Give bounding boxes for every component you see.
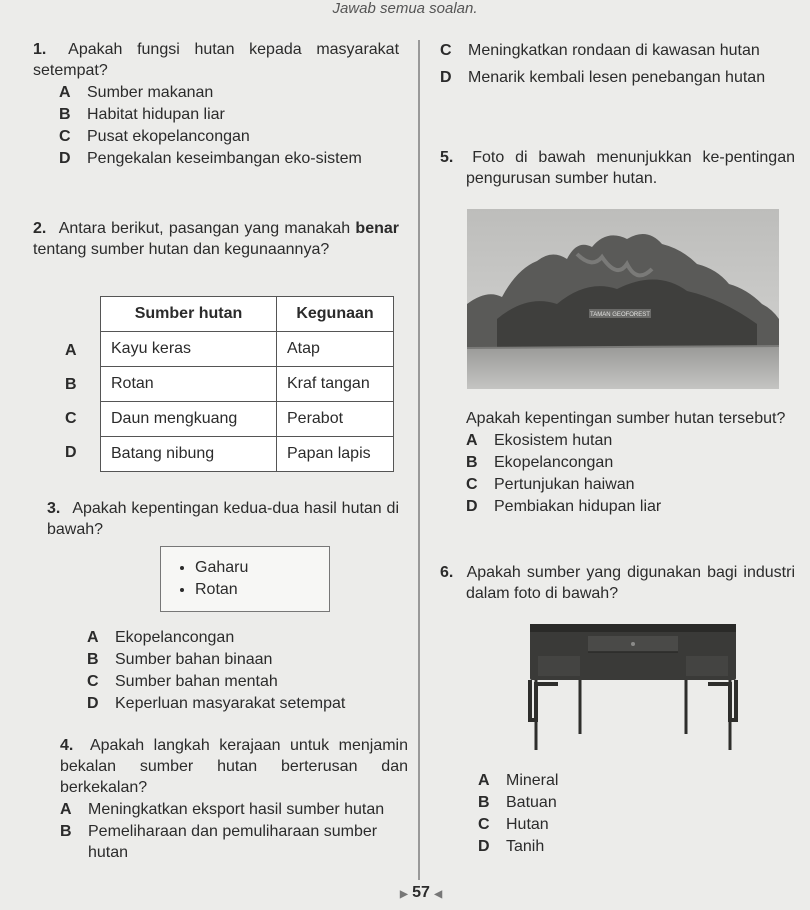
row-label-b[interactable]: B xyxy=(65,376,77,393)
option-a[interactable]: A Meningkatkan eksport hasil sumber hutan xyxy=(60,801,385,818)
option-a[interactable]: A Ekopelancongan xyxy=(87,629,235,646)
resource-table xyxy=(100,296,394,472)
question-6: 6. Apakah sumber yang digunakan bagi industri dalam foto di bawah? xyxy=(440,564,796,602)
table-header: Sumber hutan xyxy=(101,297,277,332)
item-box xyxy=(160,546,330,612)
photo-sign-text: TAMAN GEOFOREST xyxy=(590,312,650,318)
option-c[interactable]: C Hutan xyxy=(478,816,549,833)
option-a[interactable]: A Ekosistem hutan xyxy=(466,432,613,449)
option-b[interactable]: B Ekopelancongan xyxy=(466,454,614,471)
question-number: 1. xyxy=(33,41,47,58)
row-label-a[interactable]: A xyxy=(65,342,77,359)
question-3: 3. Apakah kepentingan kedua-dua hasil hutan di bawah? xyxy=(47,500,399,538)
option-d[interactable]: D Menarik kembali lesen penebangan hutan xyxy=(440,69,766,86)
option-c[interactable]: C Pertunjukan haiwan xyxy=(466,476,635,493)
question-text: Apakah fungsi hutan kepada masyarakat setempat? xyxy=(33,41,400,79)
question-1-continued xyxy=(440,39,795,89)
question-1 xyxy=(33,39,399,170)
option-d[interactable]: D Pengekalan keseimbangan eko-sistem xyxy=(59,150,362,167)
table-row: Kayu keras Atap xyxy=(101,332,394,367)
question-6-options xyxy=(478,769,678,858)
row-label-d[interactable]: D xyxy=(65,444,77,461)
table-row: Daun mengkuang Perabot xyxy=(101,402,394,437)
option-c[interactable]: C Pusat ekopelancongan xyxy=(59,128,250,145)
option-b[interactable]: B Pemeliharaan dan pemuliharaan sumber hutan xyxy=(60,823,378,861)
option-d[interactable]: D Tanih xyxy=(478,838,545,855)
option-c[interactable]: C Meningkatkan rondaan di kawasan hutan xyxy=(440,42,760,59)
table-row: Batang nibung Papan lapis xyxy=(101,437,394,472)
table-row: Rotan Kraf tangan xyxy=(101,367,394,402)
arrow-left-icon: ◀ xyxy=(434,889,443,900)
list-item: • Rotan xyxy=(195,579,329,601)
page-number: ▶ 57 ◀ xyxy=(400,884,443,901)
instruction-header: Jawab semua soalan. xyxy=(332,0,478,17)
option-b[interactable]: B Sumber bahan binaan xyxy=(87,651,273,668)
row-label-c[interactable]: C xyxy=(65,410,77,427)
question-5-body: Apakah kepentingan sumber hutan tersebut? A Ekosistem hutan B Ekopelancongan C Pertunjukan haiwan D Pembiakan hidupan liar xyxy=(466,408,795,518)
arrow-right-icon: ▶ xyxy=(400,889,408,900)
option-b[interactable]: B Batuan xyxy=(478,794,557,811)
option-d[interactable]: D Keperluan masyarakat setempat xyxy=(87,695,346,712)
table-header: Kegunaan xyxy=(277,297,394,332)
furniture-photo xyxy=(528,622,738,752)
question-4: 4. Apakah langkah kerajaan untuk menjamin bekalan sumber hutan berterusan dan berkekalan? A Meningkatkan eksport hasil sumber hutan B Pemeliharaan dan pemuliharaan sumber hutan xyxy=(60,737,409,861)
option-b[interactable]: B Habitat hidupan liar xyxy=(59,106,225,123)
column-divider xyxy=(418,40,420,880)
question-3-options xyxy=(87,626,407,715)
option-a[interactable]: A Mineral xyxy=(478,772,559,789)
list-item: • Gaharu xyxy=(195,557,329,579)
question-2: 2. Antara berikut, pasangan yang manakah benar tentang sumber hutan dan kegunaannya? xyxy=(33,220,399,258)
option-a[interactable]: A Sumber makanan xyxy=(59,84,214,101)
question-5: 5. Foto di bawah menunjukkan ke-pentingan pengurusan sumber hutan. xyxy=(440,149,795,187)
island-photo xyxy=(467,209,779,389)
option-c[interactable]: C Sumber bahan mentah xyxy=(87,673,278,690)
option-d[interactable]: D Pembiakan hidupan liar xyxy=(466,498,662,515)
